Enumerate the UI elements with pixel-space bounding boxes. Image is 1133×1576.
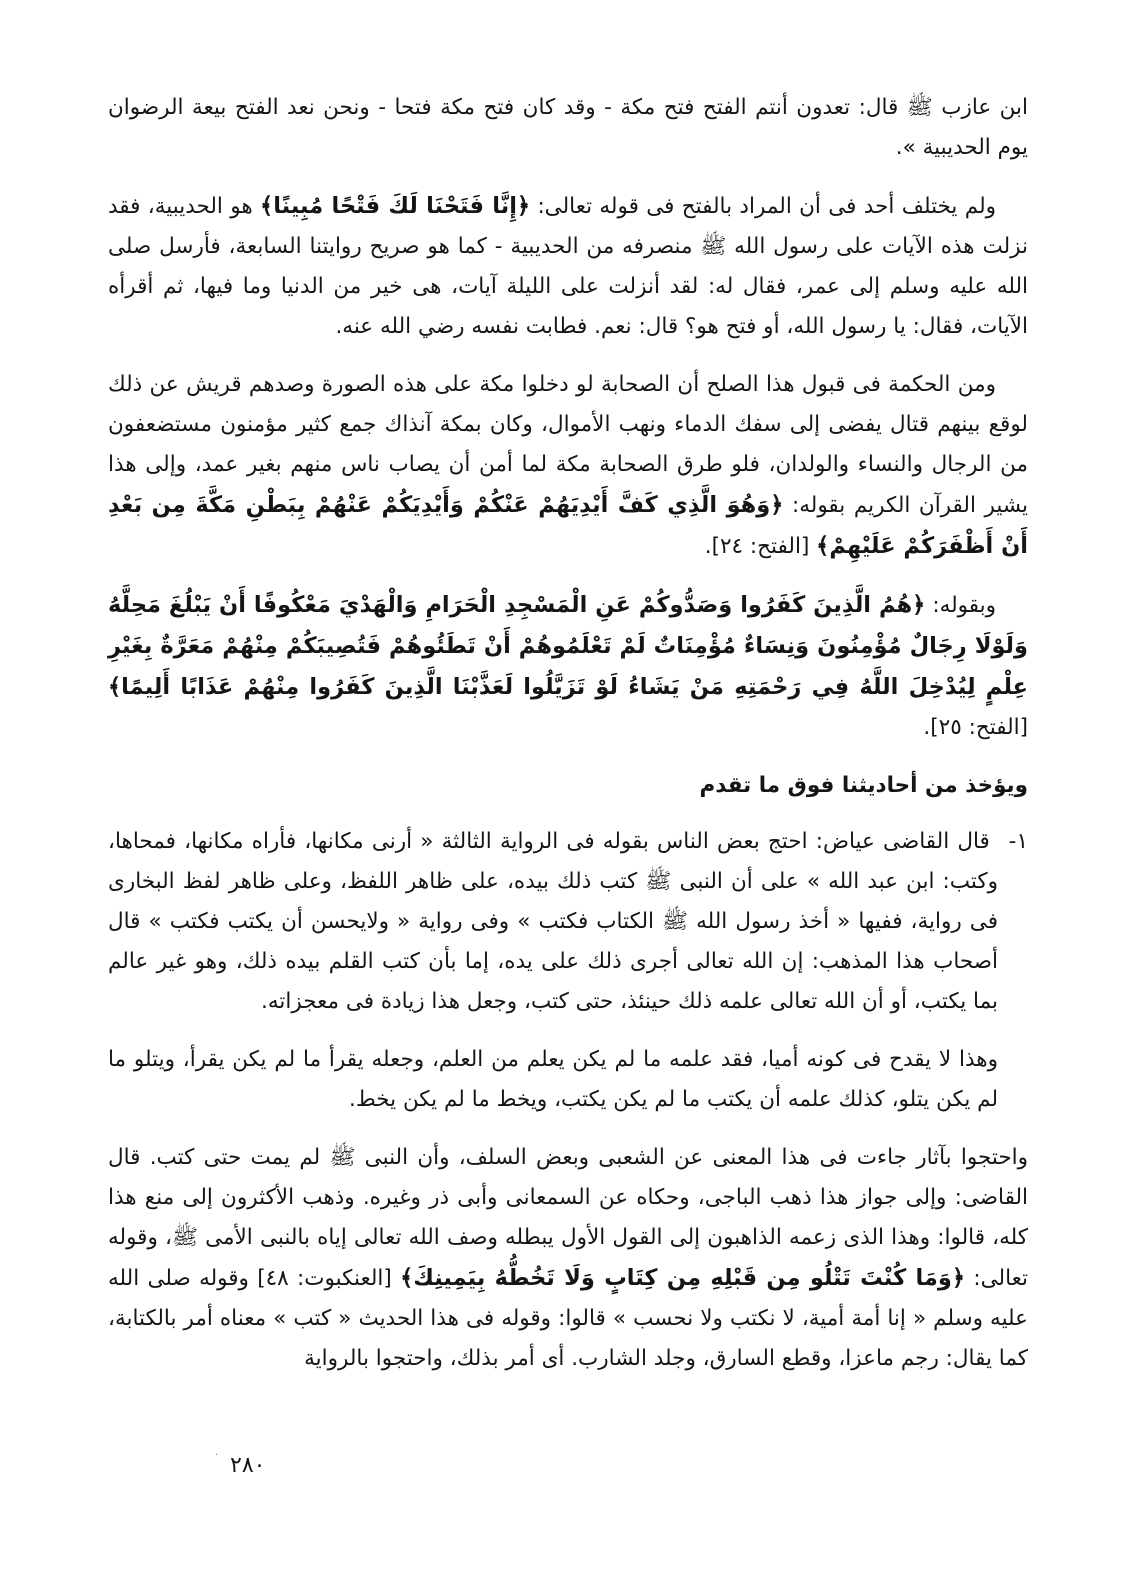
page-mark: . bbox=[215, 1447, 219, 1458]
quran-verse: ﴿هُمُ الَّذِينَ كَفَرُوا وَصَدُّوكُمْ عَنِ الْمَسْجِدِ الْحَرَامِ وَالْهَدْيَ مَعْكُوفًا أَنْ يَبْلُغَ مَحِلَّهُ وَلَوْلَا رِجَالٌ مُؤْمِنُونَ وَنِسَاءٌ مُؤْمِنَاتٌ لَمْ تَعْلَمُوهُمْ أَنْ تَطَئُوهُمْ فَتُصِيبَكُمْ مِنْهُمْ مَعَرَّةٌ بِغَيْرِ عِلْمٍ لِيُدْخِلَ اللَّهُ فِي رَحْمَتِهِ مَنْ يَشَاءُ لَوْ تَزَيَّلُوا لَعَذَّبْنَا الَّذِينَ كَفَرُوا مِنْهُمْ عَذَابًا أَلِيمًا﴾ bbox=[108, 592, 1028, 700]
verse-reference: [الفتح: ٢٥]. bbox=[923, 715, 1028, 740]
paragraph-text: واحتجوا بآثار جاءت فى هذا المعنى عن الشعبى وبعض السلف، وأن النبى ﷺ لم يمت حتى كتب. قال القاضى: وإلى جواز هذا ذهب الباجى، وحكاه عن السمعانى وأبى ذر وغيره. وذهب الأكثرون إلى منع هذا كله، قالوا: وهذا الذى زعمه الذاهبون إلى القول الأول يبطله وصف الله تعالى إياه بالنبى الأمى ﷺ، وقوله تعالى: bbox=[108, 1145, 1028, 1291]
section-heading: ويؤخذ من أحاديثنا فوق ما تقدم bbox=[699, 773, 1028, 798]
verse-reference: [الفتح: ٢٤]. bbox=[704, 534, 817, 559]
quran-verse: ﴿وَهُوَ الَّذِي كَفَّ أَيْدِيَهُمْ عَنْكُمْ وَأَيْدِيَكُمْ عَنْهُمْ بِبَطْنِ مَكَّةَ مِن بَعْدِ أَنْ أَظْفَرَكُمْ عَلَيْهِمْ﴾ bbox=[108, 492, 1028, 559]
paragraph-ummi bbox=[108, 1040, 1028, 1120]
paragraph-text: هو الحديبية، فقد نزلت هذه الآيات على رسول الله ﷺ منصرفه من الحديبية - كما هو صريح روايتنا السابعة، فأرسل صلى الله عليه وسلم إلى عمر، فقال له: لقد أنزلت على الليلة آيات، هى خير من الدنيا وما فيها، ثم أقرأه الآيات، فقال: يا رسول الله، أو فتح هو؟ قال: نعم. فطابت نفسه رضي الله عنه. bbox=[108, 194, 1028, 339]
paragraph-hadith-end bbox=[108, 88, 1028, 168]
paragraph-text: وبقوله: bbox=[925, 593, 996, 618]
paragraph-wisdom bbox=[108, 365, 1028, 567]
paragraph-text: [العنكبوت: ٤٨] وقوله صلى الله عليه وسلم « إنا أمة أمية، لا نكتب ولا نحسب » قالوا: وقوله فى هذا الحديث « كتب » معناه أمر بالكتابة، كما يقال: رجم ماعزا، وقطع السارق، وجلد الشارب. أى أمر بذلك، واحتجوا بالرواية bbox=[108, 1266, 1028, 1371]
quran-verse: ﴿وَمَا كُنْتَ تَتْلُو مِن قَبْلِهِ مِن كِتَابٍ وَلَا تَخُطُّهُ بِيَمِينِكَ﴾ bbox=[400, 1265, 966, 1291]
paragraph-text: ومن الحكمة فى قبول هذا الصلح أن الصحابة لو دخلوا مكة على هذه الصورة وصدهم قريش عن ذلك لوقع بينهم قتال يفضى إلى سفك الدماء ونهب الأموال، وكان بمكة آنذاك جمع كثير مؤمنون مستضعفون من الرجال والنساء والولدان، فلو طرق الصحابة مكة لما أمن أن يصاب ناس منهم بغير عمد، وإلى هذا يشير القرآن الكريم بقوله: bbox=[108, 372, 1028, 518]
page-body bbox=[108, 88, 1028, 1397]
paragraph-second-verse bbox=[108, 585, 1028, 748]
list-number: ١- bbox=[1008, 829, 1028, 854]
paragraph-text: ابن عازب ﷺ قال: تعدون أنتم الفتح فتح مكة - وقد كان فتح مكة فتحا - ونحن نعد الفتح بيعة الرضوان يوم الحديبية ». bbox=[108, 95, 1028, 160]
paragraph-fath-meaning bbox=[108, 186, 1028, 347]
page-number: ٢٨٠ bbox=[230, 1453, 266, 1478]
paragraph-text: ولم يختلف أحد فى أن المراد بالفتح فى قوله تعالى: bbox=[530, 194, 997, 219]
paragraph-text: وهذا لا يقدح فى كونه أميا، فقد علمه ما لم يكن يعلم من العلم، وجعله يقرأ ما لم يكن يقرأ، ويتلو ما لم يكن يتلو، كذلك علمه أن يكتب ما لم يكن يكتب، ويخط ما لم يكن يخط. bbox=[108, 1047, 998, 1112]
list-item-text: قال القاضى عياض: احتج بعض الناس بقوله فى الرواية الثالثة « أرنى مكانها، فأراه مكانها، فمحاها، وكتب: ابن عبد الله » على أن النبى ﷺ كتب ذلك بيده، على ظاهر اللفظ، وعلى ظاهر لفظ البخارى فى رواية، ففيها « أخذ رسول الله ﷺ الكتاب فكتب » وفى رواية « ولايحسن أن يكتب فكتب » قال أصحاب هذا المذهب: إن الله تعالى أجرى ذلك على يده، إما بأن كتب القلم بيده ذلك، وهو غير عالم بما يكتب، أو أن الله تعالى علمه ذلك حينئذ، حتى كتب، وجعل هذا زيادة فى معجزاته. bbox=[108, 829, 998, 1014]
list-item-1 bbox=[108, 822, 1028, 1022]
paragraph-arguments bbox=[108, 1138, 1028, 1379]
quran-verse: ﴿إِنَّا فَتَحْنَا لَكَ فَتْحًا مُبِينًا﴾ bbox=[260, 193, 531, 219]
